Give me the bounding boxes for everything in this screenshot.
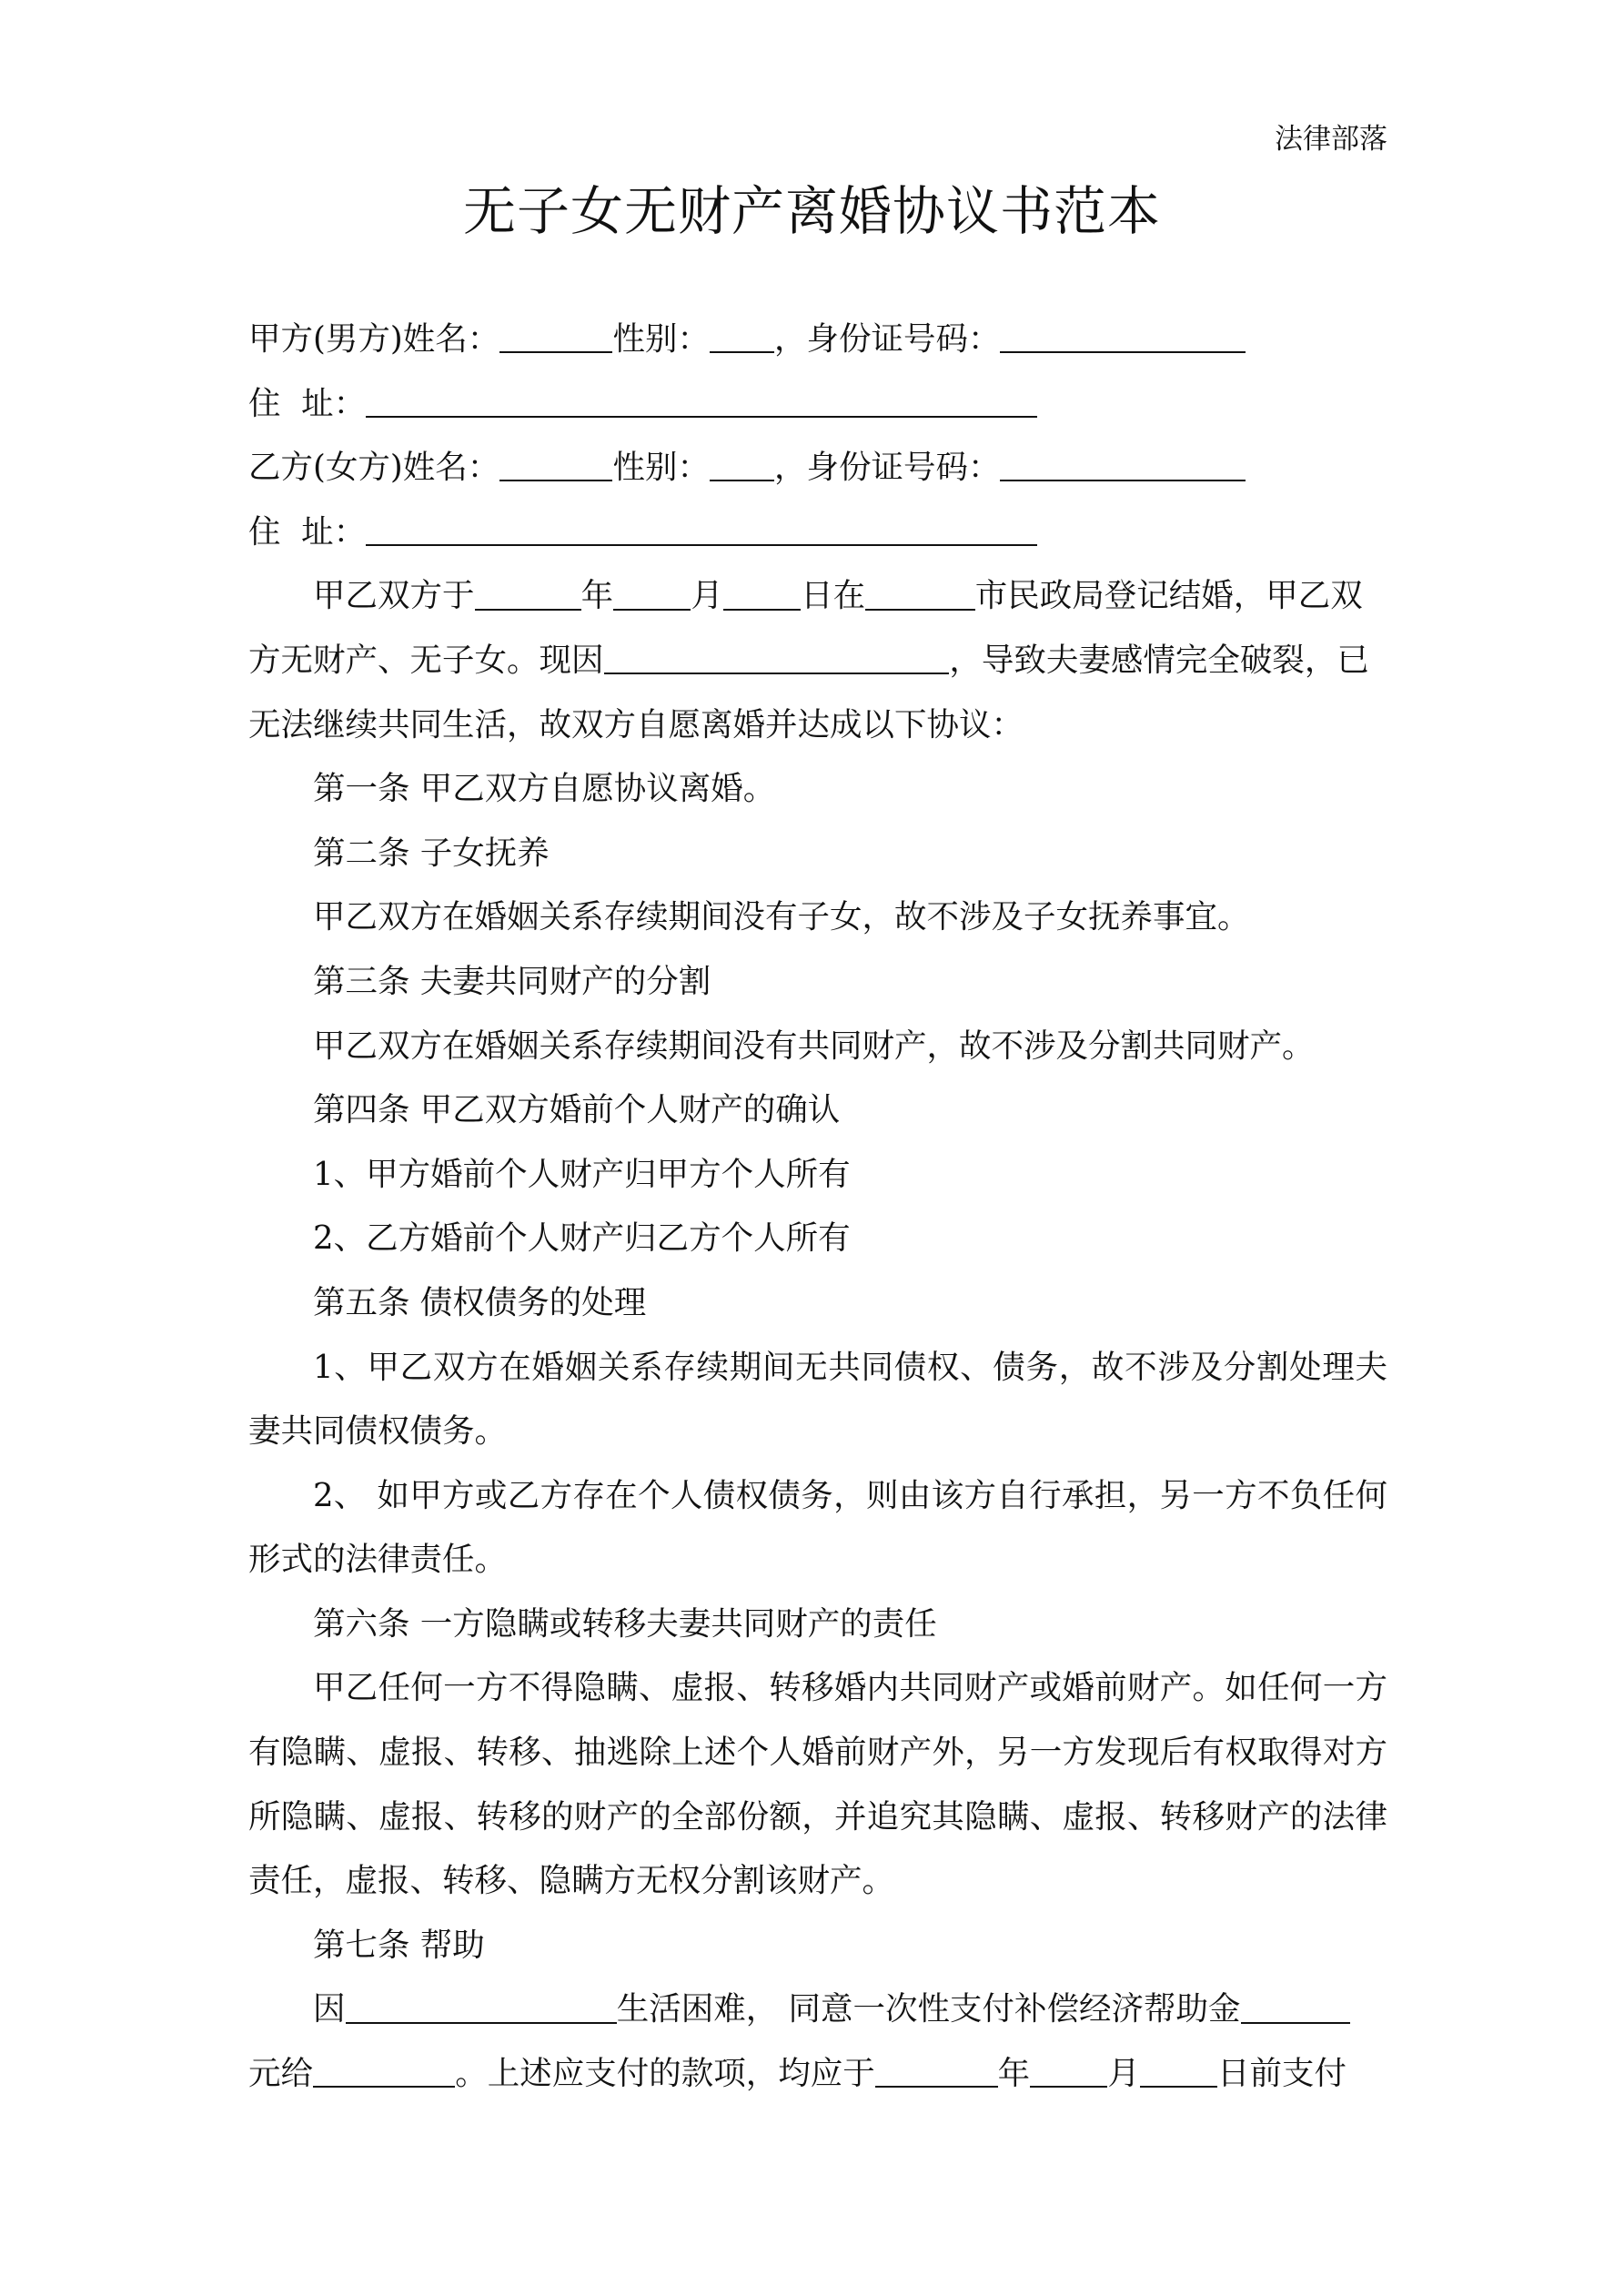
article-5-item-2-cont: 形式的法律责任。 (248, 1541, 508, 1579)
label: ，身份证号码： (773, 320, 1001, 358)
article-3-text: 甲乙双方在婚姻关系存续期间没有共同财产，故不涉及分割共同财产。 (313, 1027, 1315, 1065)
text: 方无财产、无子女。现因 (248, 641, 604, 679)
article-3-heading: 第三条 夫妻共同财产的分割 (313, 962, 711, 1000)
intro-line-1 (248, 564, 1387, 629)
text: 因 (313, 1990, 346, 2028)
article-4-item-2: 2、乙方婚前个人财产归乙方个人所有 (313, 1219, 851, 1258)
intro-line-2 (248, 629, 1387, 693)
label: ，身份证号码： (773, 449, 1001, 487)
month-blank[interactable] (613, 578, 691, 611)
party-b-line (248, 436, 1387, 501)
party-a-address-line (248, 372, 1387, 437)
article-6-text-4: 责任，虚报、转移、隐瞒方无权分割该财产。 (248, 1862, 895, 1900)
text: 月 (691, 577, 723, 615)
label: 住 址： (248, 384, 367, 422)
document-source: 法律部落 (1275, 123, 1387, 156)
article-5-item-2: 2、 如甲方或乙方存在个人债权债务，则由该方自行承担，另一方不负任何 (313, 1476, 1387, 1514)
article-6-text-1: 甲乙任何一方不得隐瞒、虚报、转移婚内共同财产或婚前财产。如任何一方 (313, 1669, 1387, 1707)
text: 生活困难， 同意一次性支付补偿经济帮助金 (616, 1990, 1241, 2028)
address-blank[interactable] (366, 513, 1037, 546)
text: 日在 (801, 577, 866, 615)
text: 日前支付 (1217, 2055, 1347, 2093)
article-7-line-2 (248, 2042, 1387, 2107)
article-2-heading: 第二条 子女抚养 (313, 834, 550, 872)
text: 市民政局登记结婚，甲乙双 (974, 577, 1363, 615)
day-blank[interactable] (1140, 2056, 1217, 2089)
gender-blank[interactable] (710, 450, 774, 482)
text: 元给 (248, 2055, 314, 2093)
article-2-text: 甲乙双方在婚姻关系存续期间没有子女，故不涉及子女抚养事宜。 (313, 898, 1250, 936)
year-blank[interactable] (475, 578, 581, 611)
article-5-item-1: 1、甲乙双方在婚姻关系存续期间无共同债权、债务，故不涉及分割处理夫 (313, 1348, 1387, 1386)
article-6-heading: 第六条 一方隐瞒或转移夫妻共同财产的责任 (313, 1604, 937, 1643)
address-blank[interactable] (366, 385, 1037, 418)
text: 年 (580, 577, 614, 615)
party-b-address-line (248, 501, 1387, 565)
name-blank[interactable] (499, 450, 612, 482)
article-4-item-1: 1、甲方婚前个人财产归甲方个人所有 (313, 1155, 851, 1193)
label: 乙方(女方)姓名： (248, 449, 500, 487)
city-blank[interactable] (865, 578, 975, 611)
article-5-item-1-cont: 妻共同债权债务。 (248, 1412, 508, 1451)
label: 性别： (612, 449, 710, 487)
party-blank[interactable] (346, 1991, 617, 2024)
article-4-heading: 第四条 甲乙双方婚前个人财产的确认 (313, 1091, 841, 1129)
label: 住 址： (248, 512, 367, 551)
recipient-blank[interactable] (313, 2056, 455, 2089)
text: 月 (1107, 2055, 1140, 2093)
article-7-heading: 第七条 帮助 (313, 1926, 485, 1964)
reason-blank[interactable] (604, 642, 950, 675)
text: ，导致夫妻感情完全破裂，已 (949, 641, 1369, 679)
article-7-line-1 (248, 1977, 1387, 2042)
amount-blank[interactable] (1241, 1991, 1351, 2024)
party-a-line (248, 308, 1387, 372)
text: 年 (997, 2055, 1031, 2093)
intro-line-3: 无法继续共同生活，故双方自愿离婚并达成以下协议： (248, 705, 1024, 743)
gender-blank[interactable] (710, 321, 774, 354)
year-blank[interactable] (875, 2056, 998, 2089)
month-blank[interactable] (1030, 2056, 1107, 2089)
day-blank[interactable] (723, 578, 801, 611)
document-title: 无子女无财产离婚协议书范本 (462, 180, 1161, 242)
label: 甲方(男方)姓名： (248, 320, 500, 358)
id-blank[interactable] (1000, 321, 1246, 354)
name-blank[interactable] (499, 321, 612, 354)
document-body (248, 308, 1387, 2107)
article-6-text-2: 有隐瞒、虚报、转移、抽逃除上述个人婚前财产外，另一方发现后有权取得对方 (248, 1734, 1387, 1772)
article-1: 第一条 甲乙双方自愿协议离婚。 (313, 770, 776, 808)
article-6-text-3: 所隐瞒、虚报、转移的财产的全部份额，并追究其隐瞒、虚报、转移财产的法律 (248, 1797, 1387, 1836)
text: 甲乙双方于 (313, 577, 475, 615)
id-blank[interactable] (1000, 450, 1246, 482)
text: 。上述应支付的款项，均应于 (455, 2055, 875, 2093)
article-5-heading: 第五条 债权债务的处理 (313, 1283, 647, 1321)
label: 性别： (612, 320, 710, 358)
